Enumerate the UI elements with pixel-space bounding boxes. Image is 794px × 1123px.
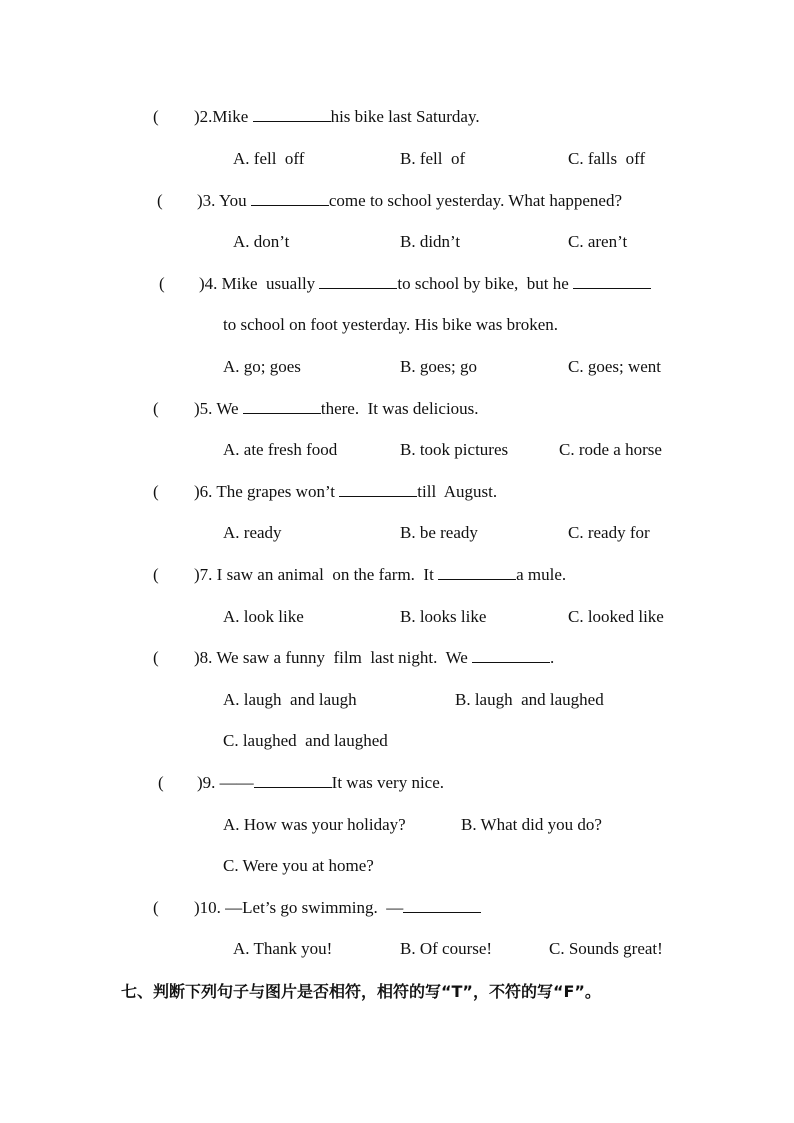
answer-paren-open: ( — [153, 482, 159, 501]
option-b: B. took pictures — [400, 440, 509, 459]
answer-blank[interactable] — [319, 274, 397, 289]
question-stem: We — [212, 399, 243, 418]
question-stem: till August. — [417, 482, 498, 501]
option-b: B. didn’t — [400, 232, 461, 251]
question-stem: —— — [215, 773, 254, 792]
option-a: A. laugh and laugh — [223, 690, 357, 709]
question-stem: a mule. — [516, 565, 567, 584]
option-a: A. Thank you! — [233, 939, 333, 958]
question-number: 4 — [204, 274, 214, 293]
option-c: C. Were you at home? — [223, 856, 374, 875]
question-stem: Mike usually — [217, 274, 320, 293]
question-8: )8. We saw a funny film last night. We . — [194, 648, 555, 667]
answer-paren-open: ( — [153, 648, 159, 667]
answer-paren-open: ( — [153, 399, 159, 418]
answer-blank[interactable] — [251, 191, 329, 206]
question-number: 7 — [199, 565, 209, 584]
question-stem: —Let’s go swimming. — — [220, 898, 404, 917]
question-number: 5 — [199, 399, 209, 418]
answer-blank[interactable] — [438, 565, 516, 580]
question-number: 2 — [199, 107, 209, 126]
question-stem: Mike — [212, 107, 253, 126]
question-5: )5. We there. It was delicious. — [194, 399, 479, 418]
question-stem: I saw an animal on the farm. It — [212, 565, 439, 584]
option-b: B. goes; go — [400, 357, 477, 376]
question-number: 10 — [199, 898, 217, 917]
question-stem: to school by bike, but he — [397, 274, 574, 293]
option-a: A. look like — [223, 607, 304, 626]
answer-blank[interactable] — [253, 107, 331, 122]
answer-paren-open: ( — [157, 191, 163, 210]
option-a: A. go; goes — [223, 357, 301, 376]
question-stem: come to school yesterday. What happened? — [328, 191, 623, 210]
paren-close: ) — [194, 107, 200, 126]
option-b: B. laugh and laughed — [455, 690, 604, 709]
answer-paren-open: ( — [159, 274, 165, 293]
answer-blank[interactable] — [254, 773, 332, 788]
question-stem: The grapes won’t — [212, 482, 340, 501]
question-number: 3 — [202, 191, 212, 210]
answer-paren-open: ( — [153, 898, 159, 917]
option-c: C. ready for — [568, 523, 650, 542]
option-c: C. Sounds great! — [549, 939, 663, 958]
option-b: B. looks like — [400, 607, 487, 626]
question-10: )10. —Let’s go swimming. — — [194, 898, 481, 918]
question-3: )3. You come to school yesterday. What happened? — [197, 191, 623, 210]
question-number: 6 — [199, 482, 209, 501]
answer-paren-open: ( — [153, 107, 159, 126]
option-b: B. fell of — [400, 149, 466, 168]
question-number: 8 — [199, 648, 209, 667]
question-4-continued: to school on foot yesterday. His bike was broken. — [223, 315, 559, 334]
option-b: B. Of course! — [400, 939, 493, 958]
section-7-heading: 七、判断下列句子与图片是否相符，相符的写“T”，不符的写“F”。 — [121, 982, 601, 1001]
option-a: A. fell off — [233, 149, 305, 168]
question-stem: It was very nice. — [331, 773, 445, 792]
option-c: C. laughed and laughed — [223, 731, 388, 750]
option-b: B. What did you do? — [461, 815, 602, 834]
answer-blank[interactable] — [403, 898, 481, 913]
option-c: C. looked like — [568, 607, 664, 626]
option-a: A. ready — [223, 523, 282, 542]
question-7: )7. I saw an animal on the farm. It a mule. — [194, 565, 567, 584]
question-stem: his bike last Saturday. — [330, 107, 480, 126]
question-stem: there. It was delicious. — [320, 399, 479, 418]
question-number: 9 — [202, 773, 212, 792]
question-2: )2.Mike his bike last Saturday. — [194, 107, 480, 126]
question-stem: We saw a funny film last night. We — [212, 648, 473, 667]
option-b: B. be ready — [400, 523, 478, 542]
answer-blank[interactable] — [573, 274, 651, 289]
option-c: C. goes; went — [568, 357, 662, 376]
option-c: C. rode a horse — [559, 440, 662, 459]
option-a: A. How was your holiday? — [223, 815, 406, 834]
question-4: )4. Mike usually to school by bike, but he — [199, 274, 651, 294]
question-6: )6. The grapes won’t till August. — [194, 482, 498, 501]
question-stem: . — [550, 648, 555, 667]
answer-blank[interactable] — [243, 399, 321, 414]
option-a: A. don’t — [233, 232, 290, 251]
answer-paren-open: ( — [158, 773, 164, 792]
option-c: C. aren’t — [568, 232, 628, 251]
question-9: )9. —— It was very nice. — [197, 773, 445, 792]
option-c: C. falls off — [568, 149, 646, 168]
option-a: A. ate fresh food — [223, 440, 338, 459]
answer-blank[interactable] — [472, 648, 550, 663]
question-stem: You — [215, 191, 251, 210]
answer-paren-open: ( — [153, 565, 159, 584]
answer-blank[interactable] — [339, 482, 417, 497]
